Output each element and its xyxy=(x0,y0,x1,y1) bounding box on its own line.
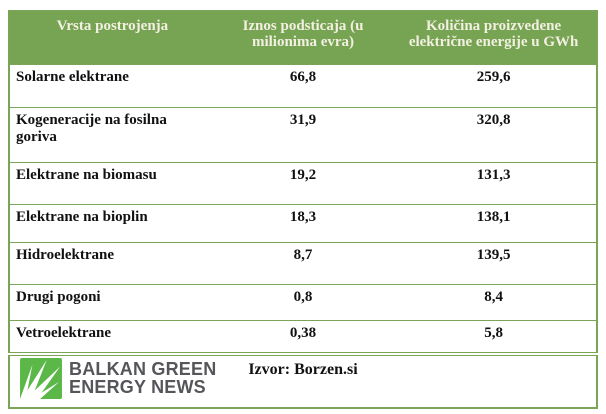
footer-row xyxy=(9,354,597,408)
subsidy-value: 0,8 xyxy=(215,285,391,321)
subsidy-table-figure xyxy=(8,10,598,409)
row-label: Solarne elektrane xyxy=(9,65,215,108)
logo-leaves-icon xyxy=(20,358,62,399)
row-label: Vetroelektrane xyxy=(9,321,215,354)
subsidy-value: 19,2 xyxy=(215,163,391,205)
row-label: Elektrane na bioplin xyxy=(9,205,215,243)
col-header-subsidy-amount: Iznos podsticaja (u milionima evra) xyxy=(215,11,391,65)
logo-line-1: BALKAN GREEN xyxy=(69,359,217,379)
energy-value: 5,8 xyxy=(391,321,597,354)
energy-value: 138,1 xyxy=(391,205,597,243)
subsidy-value: 0,38 xyxy=(215,321,391,354)
col-header-energy-produced: Količina proizvedene električne energije u GWh xyxy=(391,11,597,65)
energy-value: 320,8 xyxy=(391,108,597,163)
energy-value: 259,6 xyxy=(391,65,597,108)
subsidy-value: 8,7 xyxy=(215,243,391,285)
energy-value: 8,4 xyxy=(391,285,597,321)
row-label: Drugi pogoni xyxy=(9,285,215,321)
row-label: Kogeneracije na fosilna goriva xyxy=(9,108,215,163)
table-row-wind xyxy=(9,321,597,354)
source-label: Izvor: Borzen.si xyxy=(215,354,391,408)
subsidy-value: 31,9 xyxy=(215,108,391,163)
logo-line-2: ENERGY NEWS xyxy=(69,377,206,397)
row-label: Hidroelektrane xyxy=(9,243,215,285)
table-row-biogas xyxy=(9,205,597,243)
subsidy-table xyxy=(8,10,598,409)
table-row-biomass xyxy=(9,163,597,205)
energy-value: 139,5 xyxy=(391,243,597,285)
footer-empty-cell xyxy=(391,354,597,408)
logo-cell xyxy=(9,354,215,408)
header-row xyxy=(9,11,597,65)
table-row-hydro xyxy=(9,243,597,285)
subsidy-value: 18,3 xyxy=(215,205,391,243)
table-row-other xyxy=(9,285,597,321)
table-row-cogeneration xyxy=(9,108,597,163)
balkan-green-energy-news-logo xyxy=(14,358,217,399)
table-row-solar xyxy=(9,65,597,108)
energy-value: 131,3 xyxy=(391,163,597,205)
logo-wordmark xyxy=(69,360,216,396)
row-label: Elektrane na biomasu xyxy=(9,163,215,205)
subsidy-value: 66,8 xyxy=(215,65,391,108)
col-header-plant-type: Vrsta postrojenja xyxy=(9,11,215,65)
